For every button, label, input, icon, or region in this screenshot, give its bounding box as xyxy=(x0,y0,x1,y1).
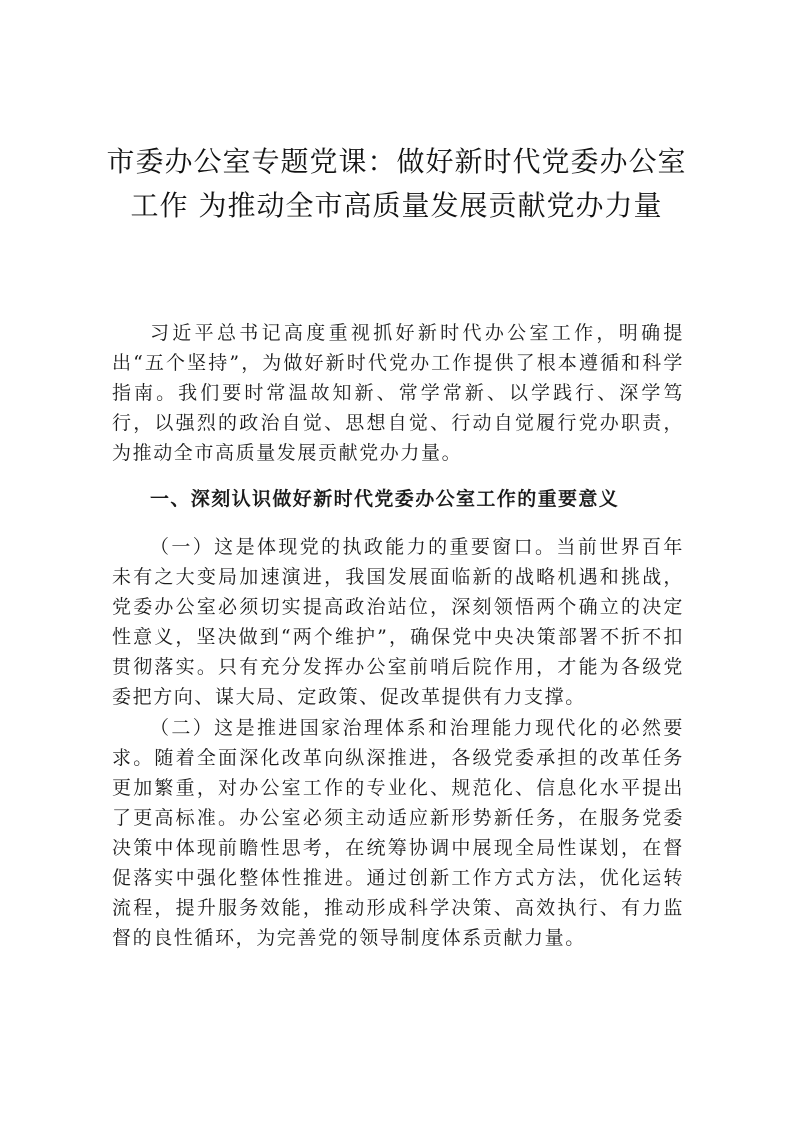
title-line-1: 市委办公室专题党课：做好新时代党委办公室 xyxy=(106,145,687,178)
intro-paragraph: 习近平总书记高度重视抓好新时代办公室工作，明确提出“五个坚持”，为做好新时代党办工作提供了根本遵循和科学指南。我们要时常温故知新、常学常新、以学践行、深学笃行，以强烈的政治自觉、思想自觉、行动自觉履行党办职责，为推动全市高质量发展贡献党办力量。 xyxy=(112,322,684,464)
intro-block xyxy=(112,318,684,468)
section-heading-block xyxy=(112,484,684,514)
section-heading: 一、深刻认识做好新时代党委办公室工作的重要意义 xyxy=(150,488,620,510)
body-paragraph-1: （一）这是体现党的执政能力的重要窗口。当前世界百年未有之大变局加速演进，我国发展面临新的战略机遇和挑战，党委办公室必须切实提高政治站位，深刻领悟两个确立的决定性意义，坚决做到“两个维护”，确保党中央决策部署不折不扣贯彻落实。只有充分发挥办公室前哨后院作用，才能为各级党委把方向、谋大局、定政策、促改革提供有力支撑。 xyxy=(112,536,684,708)
title-line-2: 工作 为推动全市高质量发展贡献党办力量 xyxy=(130,189,663,222)
paragraph-block-1 xyxy=(112,532,684,712)
document-title xyxy=(60,140,733,228)
body-paragraph-2: （二）这是推进国家治理体系和治理能力现代化的必然要求。随着全面深化改革向纵深推进，各级党委承担的改革任务更加繁重，对办公室工作的专业化、规范化、信息化水平提出了更高标准。办公室必须主动适应新形势新任务，在服务党委决策中体现前瞻性思考，在统筹协调中展现全局性谋划，在督促落实中强化整体性推进。通过创新工作方式方法，优化运转流程，提升服务效能，推动形成科学决策、高效执行、有力监督的良性循环，为完善党的领导制度体系贡献力量。 xyxy=(112,717,684,949)
paragraph-block-2 xyxy=(112,713,684,953)
